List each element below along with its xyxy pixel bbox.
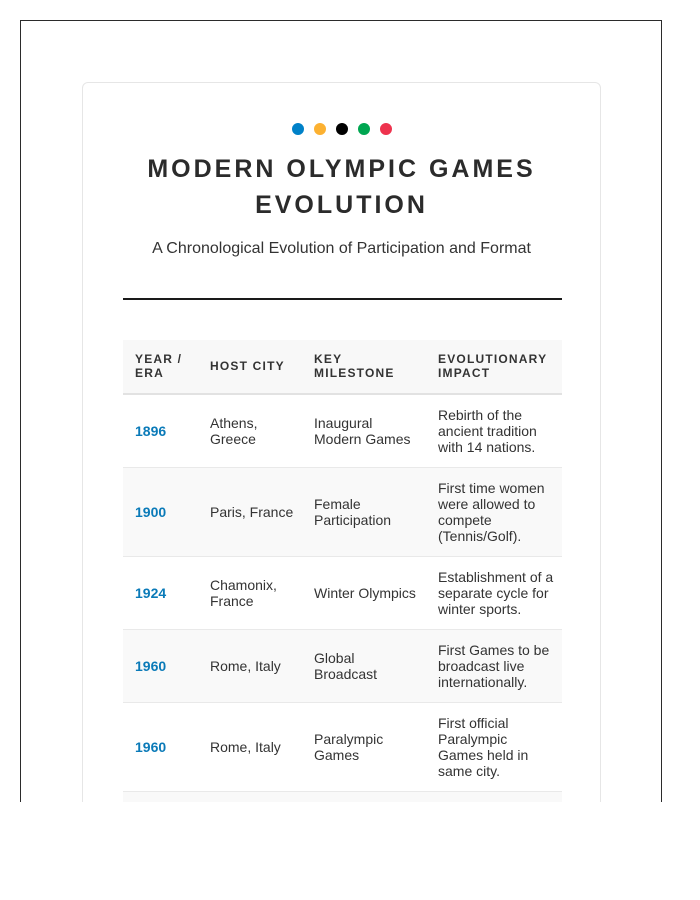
ring-green-icon [358, 123, 370, 135]
table-row [123, 630, 562, 703]
cell-key-milestone: Paralympic Games [302, 703, 426, 792]
cell-year: 1960 [123, 630, 198, 703]
olympic-rings-dots [83, 123, 600, 135]
cell-evolutionary-impact: First official Paralympic Games held in same city. [426, 703, 562, 792]
cell-year: 1960 [123, 703, 198, 792]
cell-key-milestone [302, 792, 426, 803]
ring-black-icon [336, 123, 348, 135]
cell-evolutionary-impact: First Games to be broadcast live internationally. [426, 630, 562, 703]
cell-evolutionary-impact: First time women were allowed to compete (Tennis/Golf). [426, 468, 562, 557]
cell-host-city: Athens, Greece [198, 394, 302, 468]
table-row [123, 557, 562, 630]
cell-year: 1924 [123, 557, 198, 630]
cell-evolutionary-impact: Establishment of a separate cycle for winter sports. [426, 557, 562, 630]
table-header-row [123, 340, 562, 394]
cell-year: 1896 [123, 394, 198, 468]
cell-year [123, 792, 198, 803]
title-divider [123, 298, 562, 300]
cell-host-city: Rome, Italy [198, 630, 302, 703]
ring-yellow-icon [314, 123, 326, 135]
cell-host-city: Paris, France [198, 468, 302, 557]
content-card [82, 82, 601, 802]
cell-host-city: Chamonix, France [198, 557, 302, 630]
column-header-year: YEAR / ERA [123, 340, 198, 394]
cell-key-milestone: Inaugural Modern Games [302, 394, 426, 468]
column-header-key-milestone: KEY MILESTONE [302, 340, 426, 394]
cell-key-milestone: Winter Olympics [302, 557, 426, 630]
page-frame [20, 20, 662, 802]
page-subtitle: A Chronological Evolution of Participation and Format [152, 240, 531, 257]
column-header-evolutionary-impact: EVOLUTIONARY IMPACT [426, 340, 562, 394]
ring-blue-icon [292, 123, 304, 135]
cell-evolutionary-impact: Rebirth of the ancient tradition with 14 nations. [426, 394, 562, 468]
cell-host-city [198, 792, 302, 803]
cell-key-milestone: Global Broadcast [302, 630, 426, 703]
cell-host-city: Rome, Italy [198, 703, 302, 792]
cell-year: 1900 [123, 468, 198, 557]
evolution-table [123, 340, 562, 802]
cell-evolutionary-impact [426, 792, 562, 803]
table-row [123, 468, 562, 557]
table-row [123, 394, 562, 468]
table-row [123, 703, 562, 792]
page-title: MODERN OLYMPIC GAMES EVOLUTION [147, 155, 536, 219]
table-row [123, 792, 562, 803]
column-header-host-city: HOST CITY [198, 340, 302, 394]
ring-red-icon [380, 123, 392, 135]
cell-key-milestone: Female Participation [302, 468, 426, 557]
